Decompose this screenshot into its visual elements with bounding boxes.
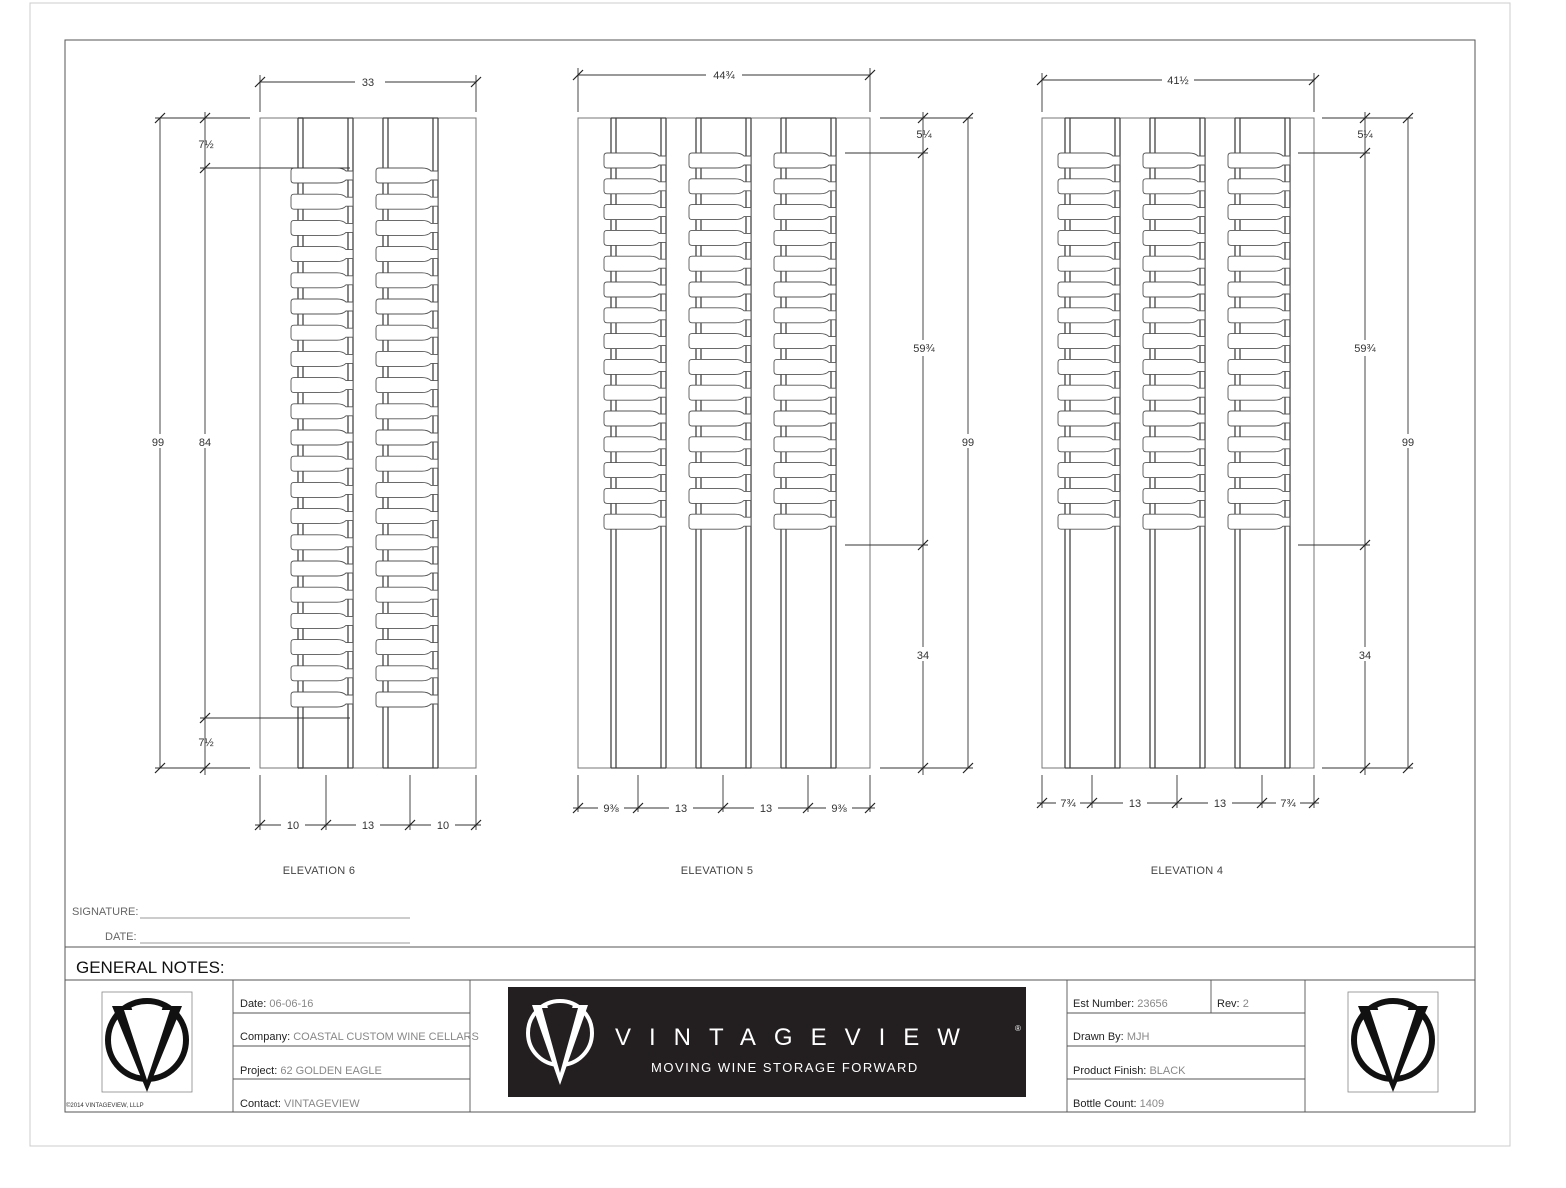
- contact-field-label: Contact:: [240, 1098, 281, 1110]
- wine-bottle: [689, 514, 751, 529]
- elevation-5-overall-width: 44¾: [713, 70, 735, 82]
- date-field-value: 06-06-16: [269, 998, 314, 1010]
- elevation-6-overall-height: 99: [151, 437, 165, 449]
- wine-bottle: [1228, 179, 1290, 194]
- company-field-value: COASTAL CUSTOM WINE CELLARS: [293, 1031, 479, 1043]
- wine-bottle: [376, 692, 438, 707]
- contact-field: [240, 1098, 360, 1110]
- wine-bottle: [689, 153, 751, 168]
- project-field: [240, 1065, 382, 1077]
- wine-bottle: [689, 256, 751, 271]
- wine-bottle: [291, 351, 353, 366]
- brand-banner-logo-icon: [520, 995, 600, 1095]
- wine-bottle: [1143, 179, 1205, 194]
- wine-bottle: [689, 334, 751, 349]
- wine-bottle: [376, 404, 438, 419]
- vintageview-logo-left: [102, 992, 192, 1092]
- wine-bottle: [1143, 488, 1205, 503]
- wine-bottle: [774, 205, 836, 220]
- elevation-5-top-offset: 5¼: [916, 129, 932, 141]
- wine-bottle: [291, 535, 353, 550]
- elevation-4-bay-1: 7¾: [1060, 798, 1076, 810]
- wine-bottle: [1143, 514, 1205, 529]
- drawn-by-field: [1073, 1031, 1149, 1043]
- elevation-4-label: ELEVATION 4: [1150, 865, 1224, 877]
- rev-label: Rev:: [1217, 998, 1240, 1010]
- wine-bottle: [774, 514, 836, 529]
- elevation-5-bay-4: 9⅜: [831, 803, 847, 815]
- elevation-6-bay-1: 10: [286, 820, 300, 832]
- wine-bottle: [1228, 282, 1290, 297]
- wine-bottle: [604, 514, 666, 529]
- wine-bottle: [774, 385, 836, 400]
- wine-bottle: [291, 299, 353, 314]
- drawing-frame: [65, 40, 1475, 1112]
- wine-bottle: [376, 378, 438, 393]
- wine-bottle: [1143, 359, 1205, 374]
- wine-bottle: [689, 205, 751, 220]
- elevation-6: [148, 75, 481, 877]
- wine-bottle: [1228, 411, 1290, 426]
- bottle-count-value: 1409: [1139, 1098, 1165, 1110]
- wine-bottle: [1143, 437, 1205, 452]
- wine-bottle: [1228, 308, 1290, 323]
- wine-bottle: [1143, 256, 1205, 271]
- drawn-by-value: MJH: [1126, 1031, 1150, 1043]
- wine-bottle: [1228, 437, 1290, 452]
- wine-bottle: [689, 385, 751, 400]
- wine-bottle: [774, 179, 836, 194]
- wine-bottle: [1228, 256, 1290, 271]
- wine-bottle: [291, 613, 353, 628]
- wine-bottle: [774, 256, 836, 271]
- company-field: [240, 1031, 479, 1043]
- wine-bottle: [376, 273, 438, 288]
- elevation-5-bay-1: 9⅜: [603, 803, 619, 815]
- wine-bottle: [1143, 411, 1205, 426]
- wine-bottle: [291, 692, 353, 707]
- wine-bottle: [604, 411, 666, 426]
- elevation-6-bottom-offset: 7½: [198, 737, 214, 749]
- elevation-5-rack-height: 59¾: [913, 343, 935, 355]
- elevation-6-overall-width: 33: [361, 77, 375, 89]
- wine-bottle: [291, 378, 353, 393]
- elevation-5-label: ELEVATION 5: [680, 865, 754, 877]
- wine-bottle: [1143, 308, 1205, 323]
- wine-bottle: [774, 334, 836, 349]
- wine-bottle: [291, 273, 353, 288]
- date-field-label: Date:: [240, 998, 267, 1010]
- elevation-4-bay-2: 13: [1128, 798, 1142, 810]
- elevation-5-overall-height: 99: [961, 437, 975, 449]
- wine-bottle: [1058, 308, 1120, 323]
- general-notes-title: GENERAL NOTES:: [76, 958, 225, 977]
- wine-bottle: [604, 153, 666, 168]
- wine-bottle: [1228, 385, 1290, 400]
- elevation-4-rack-height: 59¾: [1354, 343, 1376, 355]
- wine-bottle: [291, 168, 353, 183]
- wine-bottle: [291, 456, 353, 471]
- wine-bottle: [774, 153, 836, 168]
- wine-bottle: [1143, 334, 1205, 349]
- wine-bottle: [376, 535, 438, 550]
- wine-bottle: [376, 482, 438, 497]
- wine-bottle: [1228, 463, 1290, 478]
- wine-bottle: [774, 308, 836, 323]
- wine-bottle: [774, 488, 836, 503]
- wine-bottle: [1058, 488, 1120, 503]
- wine-bottle: [376, 168, 438, 183]
- wine-bottle: [604, 230, 666, 245]
- wine-bottle: [689, 359, 751, 374]
- wine-bottle: [774, 463, 836, 478]
- elevation-4-bottom-height: 34: [1358, 650, 1372, 662]
- elevation-6-bottles: [291, 168, 438, 707]
- wine-bottle: [376, 666, 438, 681]
- wine-bottle: [1058, 385, 1120, 400]
- elevation-6-bay-2: 13: [361, 820, 375, 832]
- wine-bottle: [376, 509, 438, 524]
- wine-bottle: [604, 308, 666, 323]
- elevation-6-bay-3: 10: [436, 820, 450, 832]
- wine-bottle: [689, 488, 751, 503]
- est-number-value: 23656: [1137, 998, 1168, 1010]
- wine-bottle: [1058, 411, 1120, 426]
- elevation-4-bottles: [1058, 153, 1290, 529]
- wine-bottle: [291, 640, 353, 655]
- date-field: [240, 998, 313, 1010]
- page-border: [30, 3, 1510, 1146]
- wine-bottle: [291, 247, 353, 262]
- wine-bottle: [689, 308, 751, 323]
- wine-bottle: [376, 247, 438, 262]
- wine-bottle: [291, 220, 353, 235]
- bottle-count-field: [1073, 1098, 1164, 1110]
- wine-bottle: [689, 463, 751, 478]
- wine-bottle: [376, 561, 438, 576]
- project-field-label: Project:: [240, 1065, 278, 1077]
- wine-bottle: [1228, 205, 1290, 220]
- wine-bottle: [604, 334, 666, 349]
- est-number-field: [1073, 998, 1168, 1010]
- wine-bottle: [774, 282, 836, 297]
- wine-bottle: [689, 179, 751, 194]
- wine-bottle: [604, 256, 666, 271]
- wine-bottle: [291, 194, 353, 209]
- drawn-by-label: Drawn By:: [1073, 1031, 1124, 1043]
- product-finish-field: [1073, 1065, 1186, 1077]
- wine-bottle: [1228, 153, 1290, 168]
- wine-bottle: [604, 205, 666, 220]
- wine-bottle: [376, 299, 438, 314]
- wine-bottle: [1058, 256, 1120, 271]
- brand-name: VINTAGEVIEW: [615, 1024, 978, 1051]
- elevation-5: [573, 67, 980, 877]
- bottle-count-label: Bottle Count:: [1073, 1098, 1137, 1110]
- wine-bottle: [1058, 334, 1120, 349]
- wine-bottle: [1143, 153, 1205, 168]
- wine-bottle: [774, 230, 836, 245]
- wine-bottle: [604, 282, 666, 297]
- wine-bottle: [1228, 488, 1290, 503]
- wine-bottle: [1058, 437, 1120, 452]
- elevation-5-bottles: [604, 153, 836, 529]
- wine-bottle: [376, 456, 438, 471]
- wine-bottle: [774, 411, 836, 426]
- wine-bottle: [1143, 463, 1205, 478]
- wine-bottle: [689, 230, 751, 245]
- wine-bottle: [291, 404, 353, 419]
- elevation-4: [1037, 72, 1420, 877]
- brand-registered-mark: ®: [1015, 1024, 1021, 1033]
- wine-bottle: [376, 640, 438, 655]
- elevation-5-bay-3: 13: [759, 803, 773, 815]
- wine-bottle: [291, 482, 353, 497]
- date-label: DATE:: [105, 931, 137, 943]
- wine-bottle: [1143, 385, 1205, 400]
- wine-bottle: [604, 437, 666, 452]
- elevation-5-bottom-height: 34: [916, 650, 930, 662]
- wine-bottle: [1228, 514, 1290, 529]
- elevation-4-overall-width: 41½: [1167, 75, 1189, 87]
- wine-bottle: [604, 488, 666, 503]
- wine-bottle: [1058, 282, 1120, 297]
- wine-bottle: [1058, 205, 1120, 220]
- rev-field: [1217, 998, 1249, 1010]
- signature-label: SIGNATURE:: [72, 906, 139, 918]
- wine-bottle: [1058, 230, 1120, 245]
- wine-bottle: [376, 430, 438, 445]
- wine-bottle: [774, 437, 836, 452]
- wine-bottle: [376, 613, 438, 628]
- elevation-4-top-offset: 5¼: [1357, 129, 1373, 141]
- wine-bottle: [291, 430, 353, 445]
- wine-bottle: [376, 351, 438, 366]
- elevation-6-top-offset: 7½: [198, 139, 214, 151]
- elevation-6-inner-height: 84: [198, 437, 212, 449]
- company-field-label: Company:: [240, 1031, 291, 1043]
- wine-bottle: [689, 437, 751, 452]
- product-finish-value: BLACK: [1149, 1065, 1186, 1077]
- elevation-4-bay-3: 13: [1213, 798, 1227, 810]
- contact-field-value: VINTAGEVIEW: [284, 1098, 360, 1110]
- wine-bottle: [291, 561, 353, 576]
- wine-bottle: [1143, 205, 1205, 220]
- product-finish-label: Product Finish:: [1073, 1065, 1147, 1077]
- wine-bottle: [604, 463, 666, 478]
- wine-bottle: [689, 282, 751, 297]
- wine-bottle: [1143, 282, 1205, 297]
- wine-bottle: [1228, 334, 1290, 349]
- wine-bottle: [1228, 230, 1290, 245]
- wine-bottle: [291, 666, 353, 681]
- est-number-label: Est Number:: [1073, 998, 1135, 1010]
- wine-bottle: [291, 325, 353, 340]
- elevation-4-overall-height: 99: [1401, 437, 1415, 449]
- wine-bottle: [376, 220, 438, 235]
- elevation-4-bay-4: 7¾: [1280, 798, 1296, 810]
- wine-bottle: [376, 194, 438, 209]
- wine-bottle: [376, 325, 438, 340]
- project-field-value: 62 GOLDEN EAGLE: [280, 1065, 382, 1077]
- wine-bottle: [1058, 179, 1120, 194]
- wine-bottle: [291, 509, 353, 524]
- vintageview-logo-right: [1348, 992, 1438, 1092]
- copyright-notice: ©2014 VINTAGEVIEW, LLLP: [66, 1103, 144, 1109]
- wine-bottle: [1058, 514, 1120, 529]
- wine-bottle: [1228, 359, 1290, 374]
- brand-tagline: MOVING WINE STORAGE FORWARD: [651, 1060, 919, 1075]
- wine-bottle: [1058, 153, 1120, 168]
- wine-bottle: [1143, 230, 1205, 245]
- wine-bottle: [774, 359, 836, 374]
- wine-bottle: [1058, 359, 1120, 374]
- wine-bottle: [689, 411, 751, 426]
- wine-bottle: [376, 587, 438, 602]
- wine-bottle: [1058, 463, 1120, 478]
- wine-bottle: [604, 179, 666, 194]
- wine-bottle: [604, 385, 666, 400]
- elevation-6-label: ELEVATION 6: [282, 865, 356, 877]
- wine-bottle: [291, 587, 353, 602]
- wine-bottle: [604, 359, 666, 374]
- elevation-5-bay-2: 13: [674, 803, 688, 815]
- rev-value: 2: [1242, 998, 1249, 1010]
